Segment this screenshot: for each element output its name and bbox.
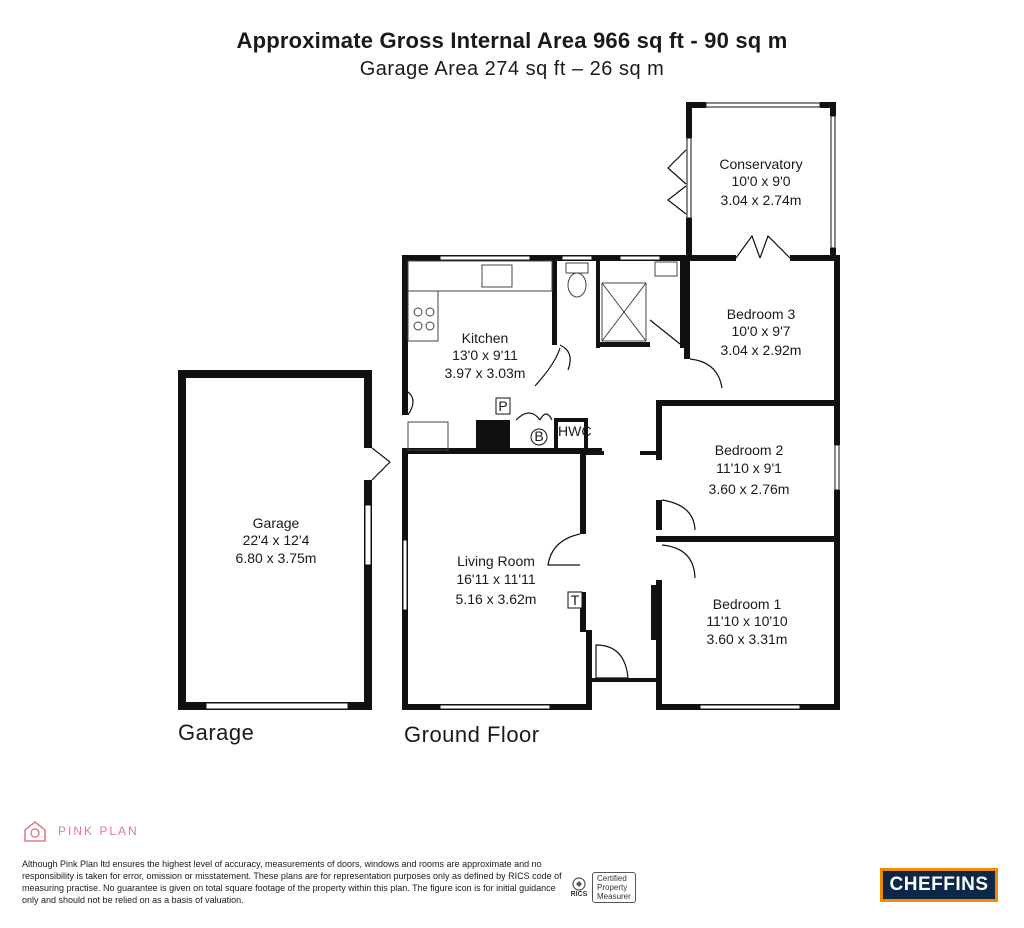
bedroom2-imperial: 11'10 x 9'1 [716, 460, 782, 476]
garage-metric: 6.80 x 3.75m [235, 550, 317, 566]
hall-stub-right [640, 451, 656, 455]
garage-window-side [365, 505, 371, 565]
bed1-door-swing [662, 545, 695, 578]
rics-property-line: Property [597, 883, 628, 892]
shower-door-swing [650, 320, 680, 344]
bed1-window [700, 705, 800, 709]
bed2-wall-left-lower [656, 500, 662, 530]
cons-wall-left-bottom [686, 218, 692, 258]
pink-plan-brand [22, 818, 139, 844]
front-door-swing [596, 645, 628, 678]
conservatory-imperial: 10'0 x 9'0 [731, 173, 791, 189]
kitchen-door-swing [408, 392, 413, 415]
kitchen-counter-left [408, 291, 438, 341]
garage-wall-top [178, 370, 372, 378]
bed2-window [835, 445, 839, 490]
conservatory-metric: 3.04 x 2.74m [720, 192, 802, 208]
garage-wall-right-upper [364, 370, 372, 448]
kitchen-counter-top [408, 261, 552, 291]
hwc-label: HWC [558, 423, 592, 439]
wardrobe-black [651, 585, 658, 640]
garage-name: Garage [252, 515, 300, 531]
rics-shield-icon [570, 877, 588, 891]
hob-ring-2 [426, 308, 434, 316]
cons-wall-right-bottom [830, 248, 836, 258]
cheffins-logo: CHEFFINS [880, 868, 998, 902]
bed2-door-swing [662, 500, 695, 530]
hob-ring-3 [414, 322, 422, 330]
kitchen-metric: 3.97 x 3.03m [444, 365, 526, 381]
bedroom1-name: Bedroom 1 [712, 596, 782, 612]
plan-title: Approximate Gross Internal Area 966 sq ft - 90 sq m [236, 28, 788, 53]
cons-window-left [687, 138, 691, 218]
kitchen-window [440, 256, 530, 260]
shower-window [620, 256, 660, 260]
bed3-door-swing [690, 359, 722, 388]
bed1-wall-right [834, 536, 840, 710]
cupboard-door-swing [516, 413, 552, 420]
cupboard-black [476, 420, 510, 450]
bed3-wall-right [834, 255, 840, 405]
rics-certified-line: Certified [597, 874, 627, 883]
bed2-wall-right-upper [834, 400, 840, 445]
wc-door-swing [560, 345, 570, 370]
rics-badge [570, 872, 636, 903]
conservatory-name: Conservatory [719, 156, 803, 172]
living-window-side [403, 540, 407, 610]
kitchen-sink [482, 265, 512, 287]
rics-mark-text: RICS [570, 891, 588, 898]
garage-floor-label: Garage [178, 720, 255, 745]
hall-stub-left [586, 451, 604, 455]
kitchen-hall-door-swing [535, 348, 560, 386]
bed3-bed2-divider [656, 400, 840, 406]
cons-side-doors [668, 150, 686, 214]
living-window-bottom [440, 705, 550, 709]
bed2-wall-left-upper [656, 400, 662, 460]
garage-door-swing [372, 448, 390, 480]
disclaimer-text: Although Pink Plan ltd ensures the highest level of accuracy, measurements of doors, windows and rooms are approximate and no responsibility is taken for error, omission or misstatement. These plans are for representation purposes only as defined by RICS code of measuring practise. No guarantee is given on total square footage of the property within this plan. The figure icon is for initial guidance only and should not be relied on as a basis of valuation. [22, 859, 562, 905]
rics-logo [570, 877, 588, 898]
bedroom3-imperial: 10'0 x 9'7 [731, 323, 791, 339]
kitchen-wc-divider [552, 255, 557, 345]
cons-window-right [831, 116, 835, 248]
kitchen-name: Kitchen [461, 330, 509, 346]
cons-window-top [706, 103, 820, 107]
cons-french-doors [736, 236, 790, 258]
garage-wall-left [178, 370, 186, 710]
pink-plan-logo-icon [22, 818, 48, 844]
living-metric: 5.16 x 3.62m [455, 591, 537, 607]
living-imperial: 16'11 x 11'11 [456, 571, 536, 587]
kitchen-imperial: 13'0 x 9'11 [452, 347, 518, 363]
bed3-wall-left [684, 255, 690, 359]
hall-wall-right-bottom [586, 630, 592, 710]
bedroom3-name: Bedroom 3 [726, 306, 796, 322]
bedroom1-metric: 3.60 x 3.31m [706, 631, 788, 647]
ground-floor-label: Ground Floor [404, 722, 540, 747]
hob-ring-1 [414, 308, 422, 316]
kitchen-counter-corner [408, 422, 448, 450]
hob-ring-4 [426, 322, 434, 330]
wc-window [562, 256, 592, 260]
thermostat-symbol: T [570, 592, 580, 608]
bedroom1-imperial: 11'10 x 10'10 [706, 613, 788, 629]
bed2-bed1-divider [656, 536, 840, 542]
wc-wall-right [596, 258, 600, 348]
garage-window-bottom [206, 703, 348, 709]
bedroom2-metric: 3.60 x 2.76m [708, 481, 790, 497]
brand-name: PINK PLAN [58, 824, 139, 838]
wc-toilet [568, 273, 586, 297]
shower-basin [655, 262, 677, 276]
rics-certified-box [592, 872, 636, 903]
bedroom2-name: Bedroom 2 [714, 442, 784, 458]
cons-wall-top-left [686, 102, 706, 108]
bedroom3-metric: 3.04 x 2.92m [720, 342, 802, 358]
garage-imperial: 22'4 x 12'4 [242, 532, 310, 548]
living-name: Living Room [457, 553, 535, 569]
bed2-wall-right-lower [834, 490, 840, 540]
fixtures [408, 261, 677, 450]
plan-subtitle: Garage Area 274 sq ft – 26 sq m [359, 58, 665, 80]
pantry-symbol: P [498, 398, 508, 414]
kitchen-wall-left [402, 255, 408, 415]
wc-basin [566, 263, 588, 273]
shower-wall-bottom [600, 342, 650, 347]
living-door-swing [548, 534, 580, 565]
boiler-symbol: B [534, 428, 544, 444]
cons-wall-right-top [830, 102, 836, 116]
rics-measurer-line: Measurer [597, 892, 631, 901]
living-wall-right-upper [580, 450, 586, 534]
